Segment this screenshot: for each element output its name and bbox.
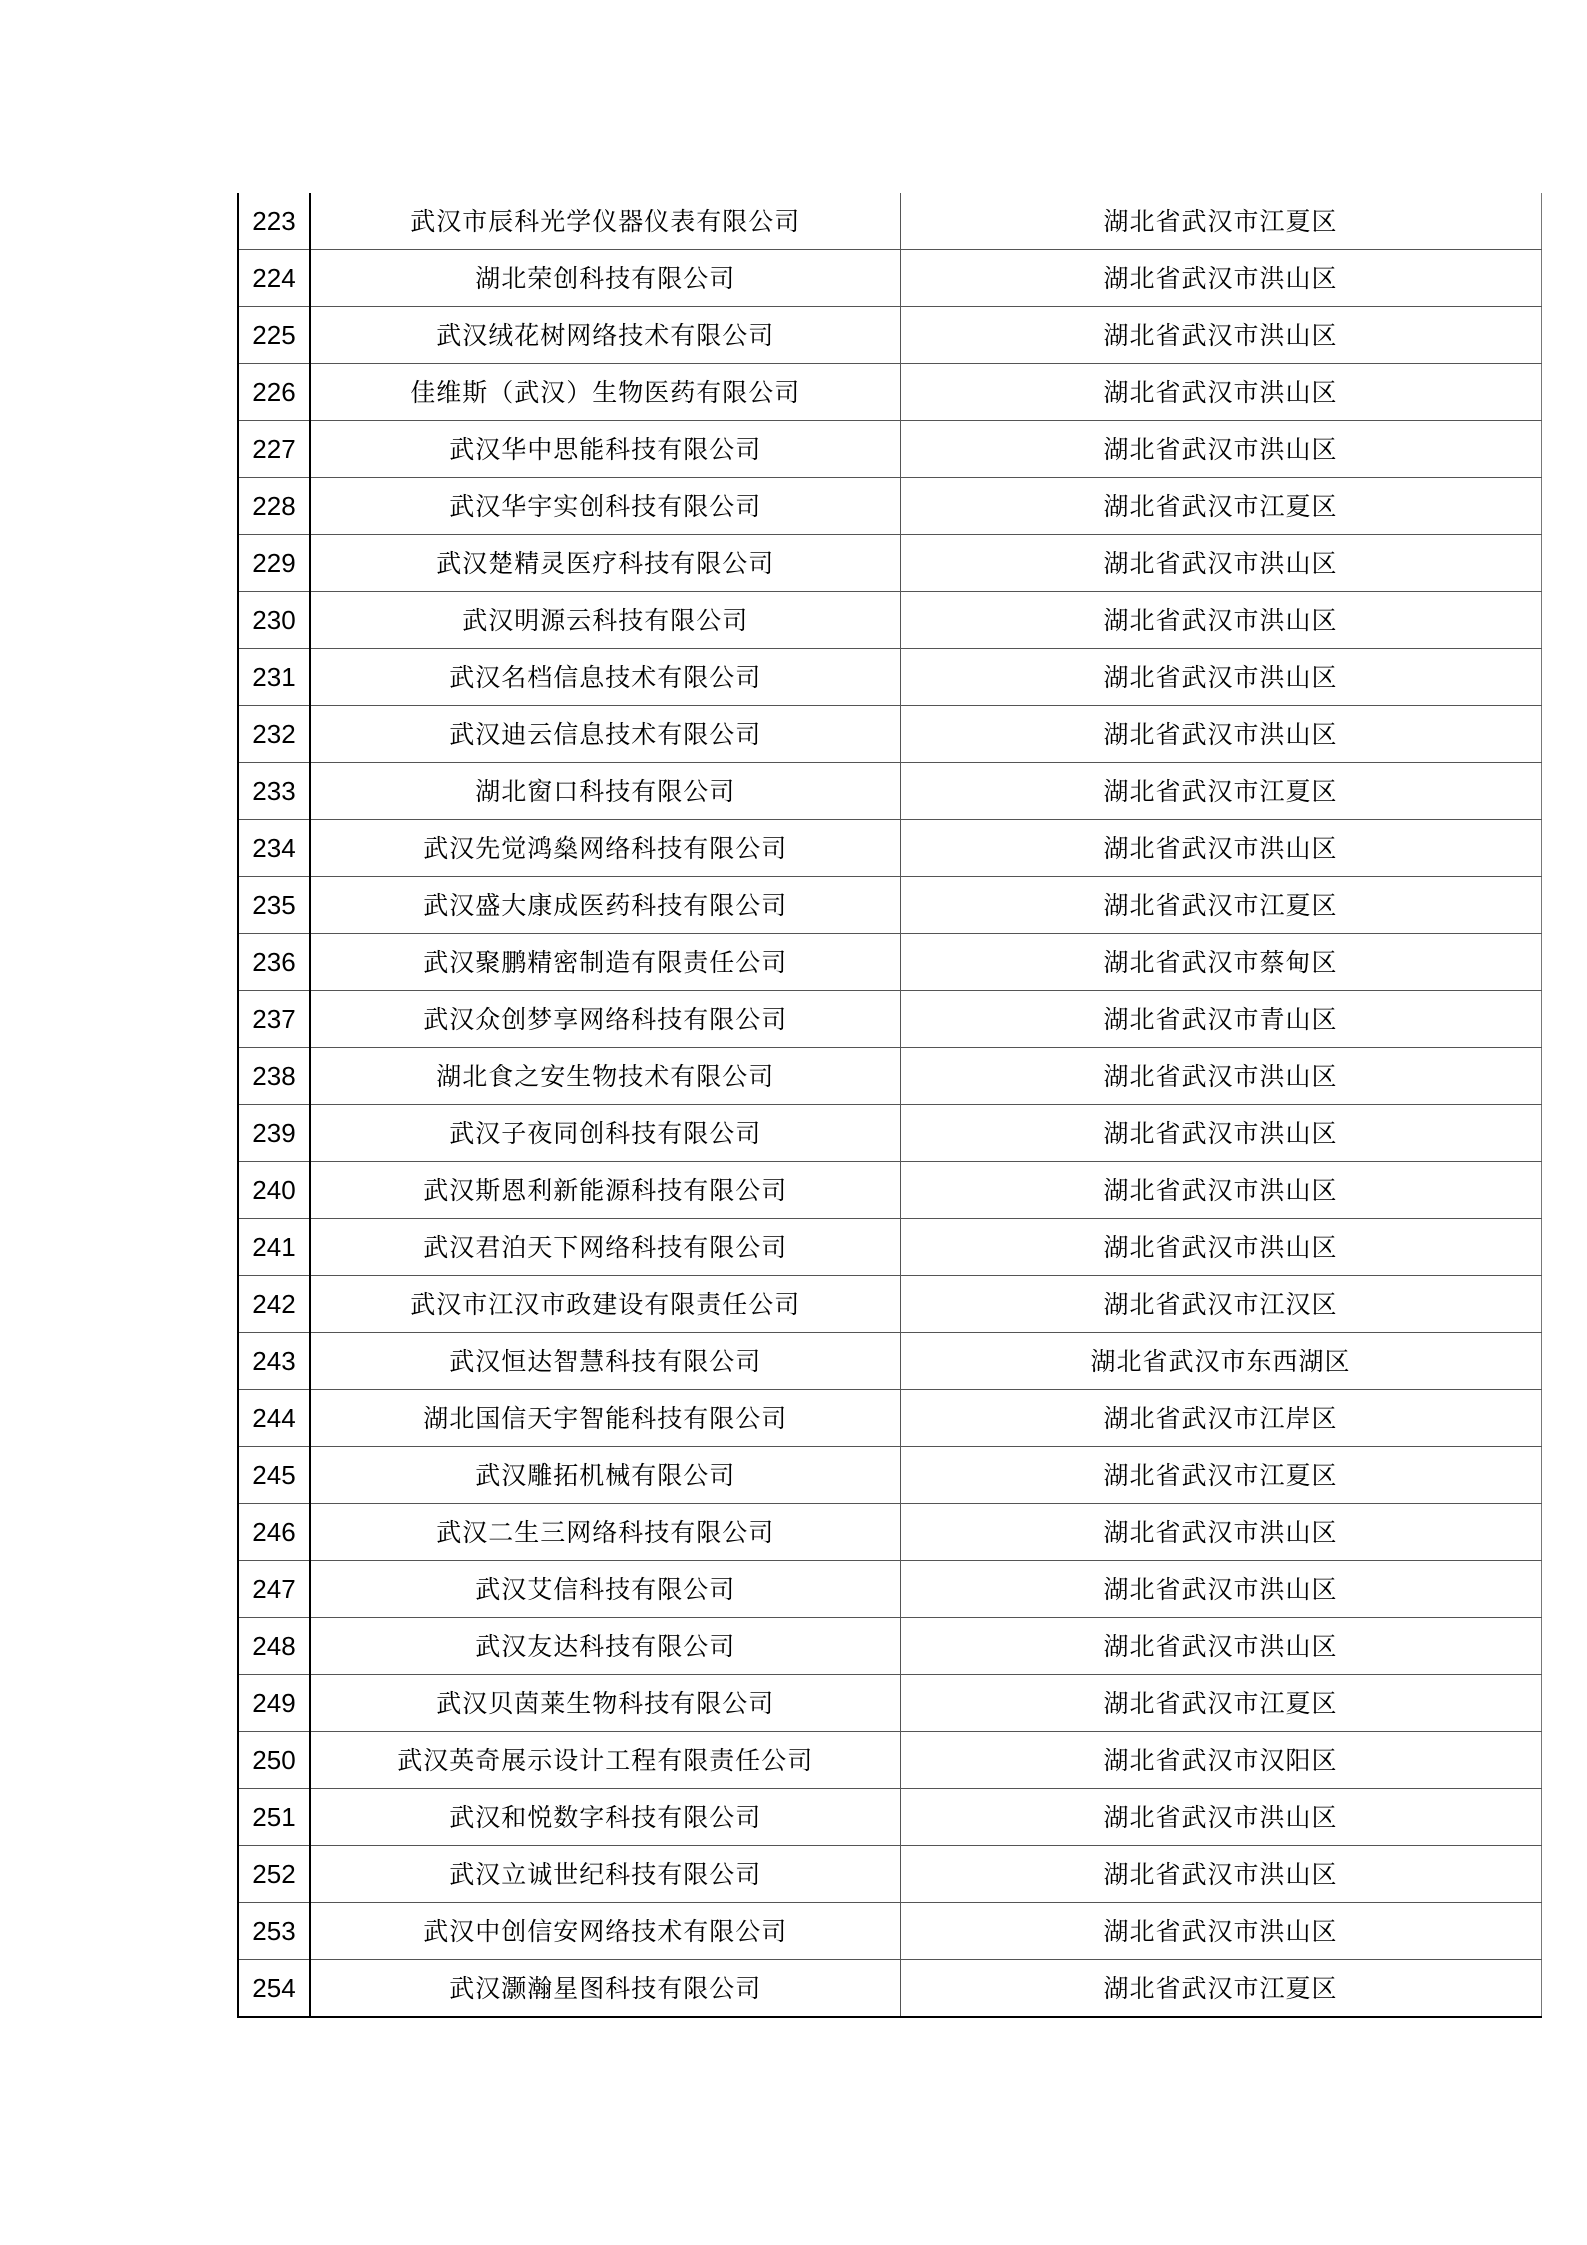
company-name: 武汉贝茵莱生物科技有限公司 [310,1675,900,1732]
row-number: 239 [238,1105,310,1162]
row-number: 233 [238,763,310,820]
company-location: 湖北省武汉市洪山区 [900,1219,1541,1276]
company-location: 湖北省武汉市蔡甸区 [900,934,1541,991]
company-location: 湖北省武汉市江夏区 [900,877,1541,934]
row-number: 227 [238,421,310,478]
company-location: 湖北省武汉市洪山区 [900,1846,1541,1903]
company-list-table [237,193,1542,2018]
table-row [238,364,1541,421]
table-row [238,1276,1541,1333]
table-row [238,649,1541,706]
row-number: 245 [238,1447,310,1504]
company-location: 湖北省武汉市洪山区 [900,535,1541,592]
table-row [238,1447,1541,1504]
table-row [238,877,1541,934]
company-location: 湖北省武汉市洪山区 [900,1618,1541,1675]
row-number: 241 [238,1219,310,1276]
row-number: 251 [238,1789,310,1846]
company-name: 佳维斯（武汉）生物医药有限公司 [310,364,900,421]
company-location: 湖北省武汉市洪山区 [900,1561,1541,1618]
company-location: 湖北省武汉市东西湖区 [900,1333,1541,1390]
table-row [238,1618,1541,1675]
company-name: 武汉明源云科技有限公司 [310,592,900,649]
company-location: 湖北省武汉市洪山区 [900,307,1541,364]
company-name: 武汉和悦数字科技有限公司 [310,1789,900,1846]
company-location: 湖北省武汉市江夏区 [900,478,1541,535]
row-number: 243 [238,1333,310,1390]
company-name: 武汉斯恩利新能源科技有限公司 [310,1162,900,1219]
company-location: 湖北省武汉市洪山区 [900,1162,1541,1219]
table-row [238,1048,1541,1105]
table-row [238,1504,1541,1561]
table-row [238,1903,1541,1960]
company-name: 湖北荣创科技有限公司 [310,250,900,307]
table-row [238,1561,1541,1618]
row-number: 253 [238,1903,310,1960]
company-location: 湖北省武汉市洪山区 [900,1504,1541,1561]
table-row [238,1732,1541,1789]
row-number: 240 [238,1162,310,1219]
company-name: 武汉华中思能科技有限公司 [310,421,900,478]
company-name: 武汉子夜同创科技有限公司 [310,1105,900,1162]
company-name: 武汉众创梦享网络科技有限公司 [310,991,900,1048]
row-number: 244 [238,1390,310,1447]
row-number: 237 [238,991,310,1048]
company-name: 武汉恒达智慧科技有限公司 [310,1333,900,1390]
table-row [238,1219,1541,1276]
table-row [238,307,1541,364]
row-number: 232 [238,706,310,763]
table-row [238,1162,1541,1219]
company-name: 武汉盛大康成医药科技有限公司 [310,877,900,934]
table-row [238,250,1541,307]
company-location: 湖北省武汉市汉阳区 [900,1732,1541,1789]
company-location: 湖北省武汉市洪山区 [900,1789,1541,1846]
company-name: 湖北国信天宇智能科技有限公司 [310,1390,900,1447]
company-location: 湖北省武汉市青山区 [900,991,1541,1048]
table-row [238,1390,1541,1447]
row-number: 242 [238,1276,310,1333]
company-location: 湖北省武汉市江夏区 [900,1960,1541,2018]
company-location: 湖北省武汉市洪山区 [900,421,1541,478]
company-location: 湖北省武汉市洪山区 [900,1105,1541,1162]
row-number: 231 [238,649,310,706]
company-name: 武汉英奇展示设计工程有限责任公司 [310,1732,900,1789]
table-row [238,1789,1541,1846]
row-number: 238 [238,1048,310,1105]
company-location: 湖北省武汉市江夏区 [900,1447,1541,1504]
company-location: 湖北省武汉市洪山区 [900,364,1541,421]
row-number: 254 [238,1960,310,2018]
table-row [238,1333,1541,1390]
company-location: 湖北省武汉市江夏区 [900,763,1541,820]
row-number: 250 [238,1732,310,1789]
table-row [238,706,1541,763]
company-name: 武汉迪云信息技术有限公司 [310,706,900,763]
company-location: 湖北省武汉市江汉区 [900,1276,1541,1333]
company-name: 武汉雕拓机械有限公司 [310,1447,900,1504]
row-number: 229 [238,535,310,592]
table-row [238,1675,1541,1732]
row-number: 223 [238,193,310,250]
company-name: 武汉市辰科光学仪器仪表有限公司 [310,193,900,250]
company-name: 湖北食之安生物技术有限公司 [310,1048,900,1105]
company-name: 武汉中创信安网络技术有限公司 [310,1903,900,1960]
row-number: 228 [238,478,310,535]
company-location: 湖北省武汉市洪山区 [900,649,1541,706]
row-number: 252 [238,1846,310,1903]
company-name: 湖北窗口科技有限公司 [310,763,900,820]
company-list-body [238,193,1541,2017]
company-name: 武汉先觉鸿燊网络科技有限公司 [310,820,900,877]
company-location: 湖北省武汉市洪山区 [900,706,1541,763]
table-row [238,421,1541,478]
company-name: 武汉灏瀚星图科技有限公司 [310,1960,900,2018]
company-name: 武汉二生三网络科技有限公司 [310,1504,900,1561]
row-number: 225 [238,307,310,364]
row-number: 224 [238,250,310,307]
company-name: 武汉市江汉市政建设有限责任公司 [310,1276,900,1333]
row-number: 247 [238,1561,310,1618]
company-name: 武汉楚精灵医疗科技有限公司 [310,535,900,592]
company-name: 武汉君泊天下网络科技有限公司 [310,1219,900,1276]
row-number: 226 [238,364,310,421]
company-name: 武汉立诚世纪科技有限公司 [310,1846,900,1903]
company-location: 湖北省武汉市洪山区 [900,820,1541,877]
table-row [238,592,1541,649]
table-row [238,763,1541,820]
row-number: 235 [238,877,310,934]
table-row [238,1846,1541,1903]
company-location: 湖北省武汉市洪山区 [900,250,1541,307]
company-name: 武汉艾信科技有限公司 [310,1561,900,1618]
row-number: 248 [238,1618,310,1675]
company-location: 湖北省武汉市江夏区 [900,193,1541,250]
row-number: 234 [238,820,310,877]
table-row [238,820,1541,877]
company-name: 武汉聚鹏精密制造有限责任公司 [310,934,900,991]
table-row [238,193,1541,250]
company-name: 武汉友达科技有限公司 [310,1618,900,1675]
table-row [238,535,1541,592]
row-number: 230 [238,592,310,649]
row-number: 236 [238,934,310,991]
table-row [238,1960,1541,2018]
table-row [238,478,1541,535]
company-location: 湖北省武汉市洪山区 [900,1903,1541,1960]
company-location: 湖北省武汉市洪山区 [900,1048,1541,1105]
table-row [238,991,1541,1048]
company-name: 武汉绒花树网络技术有限公司 [310,307,900,364]
company-name: 武汉华宇实创科技有限公司 [310,478,900,535]
company-location: 湖北省武汉市江夏区 [900,1675,1541,1732]
company-name: 武汉名档信息技术有限公司 [310,649,900,706]
row-number: 249 [238,1675,310,1732]
table-row [238,934,1541,991]
row-number: 246 [238,1504,310,1561]
company-location: 湖北省武汉市江岸区 [900,1390,1541,1447]
table-row [238,1105,1541,1162]
company-location: 湖北省武汉市洪山区 [900,592,1541,649]
